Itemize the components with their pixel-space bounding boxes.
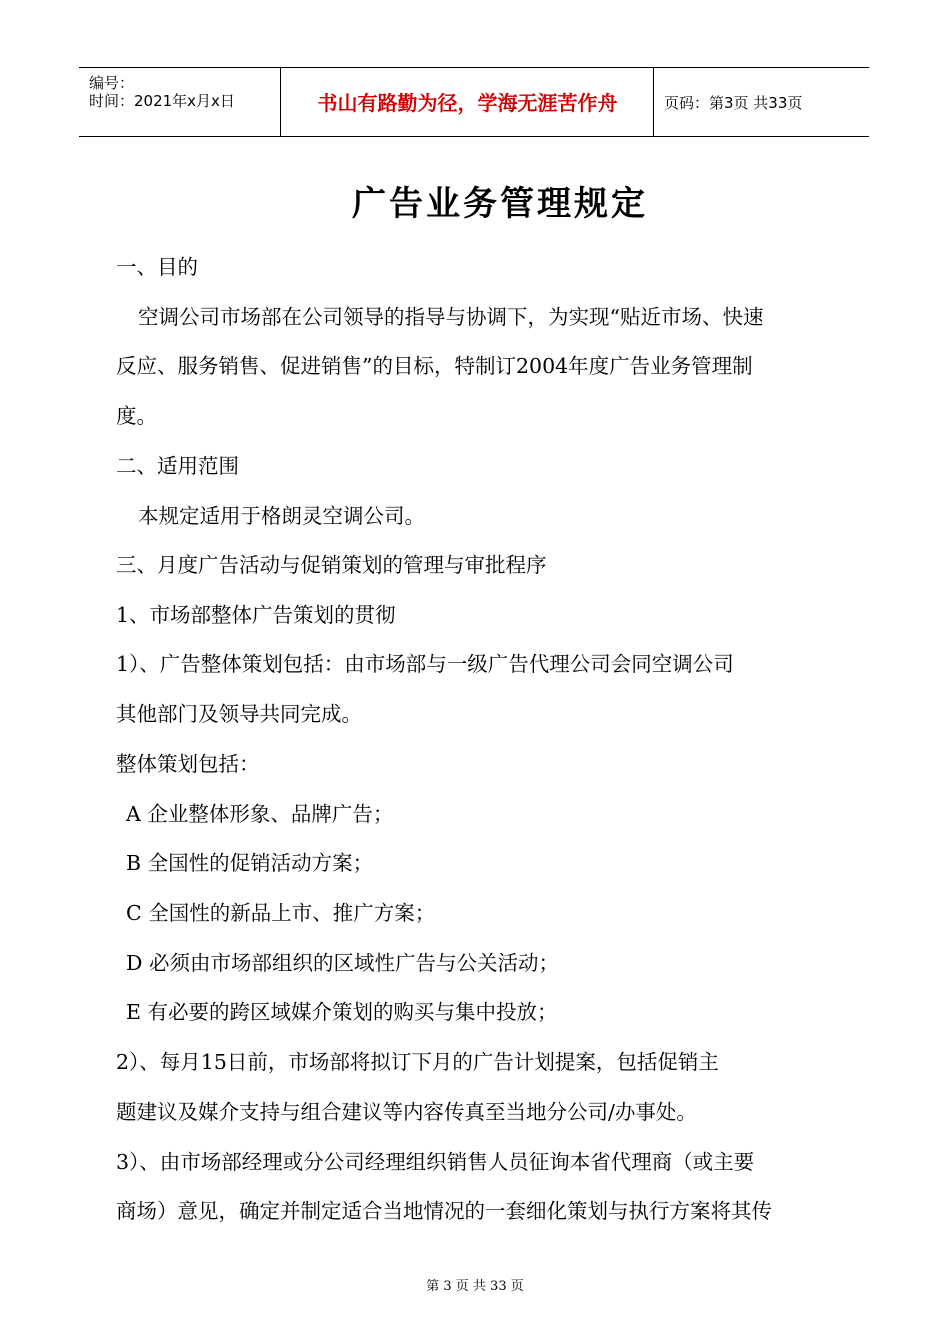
document-number-label: 编号： [89,74,135,92]
paragraph-line: 3）、由市场部经理或分公司经理组织销售人员征询本省代理商（或主要 [116,1150,755,1174]
paragraph-line: 空调公司市场部在公司领导的指导与协调下，为实现“贴近市场、快速 [138,305,764,329]
list-item: B 全国性的促销活动方案； [126,851,374,875]
section-heading-scope: 二、适用范围 [116,454,239,478]
paragraph-line: 其他部门及领导共同完成。 [116,702,362,726]
paragraph-line: 反应、服务销售、促进销售”的目标，特制订2004年度广告业务管理制 [116,354,753,378]
paragraph-line: 1）、广告整体策划包括：由市场部与一级广告代理公司会同空调公司 [116,652,734,676]
header-motto-cell [281,68,654,136]
paragraph-line: 本规定适用于格朗灵空调公司。 [138,504,425,528]
page-footer: 第 3 页 共 33 页 [426,1279,524,1294]
document-time-label: 时间：2021年x月x日 [89,92,235,110]
paragraph-line: 度。 [116,404,157,428]
header-info-cell [79,68,281,136]
list-item: C 全国性的新品上市、推广方案； [126,901,436,925]
list-item: D 必须由市场部组织的区域性广告与公关活动； [126,951,559,975]
paragraph-line: 商场）意见，确定并制定适合当地情况的一套细化策划与执行方案将其传 [116,1199,772,1223]
header-page-info: 页码：第3页 共33页 [664,94,803,112]
list-item: E 有必要的跨区域媒介策划的购买与集中投放； [126,1000,558,1024]
list-item: A 企业整体形象、品牌广告； [126,802,394,826]
paragraph-line: 2）、每月15日前，市场部将拟订下月的广告计划提案，包括促销主 [116,1050,719,1074]
section-heading-procedure: 三、月度广告活动与促销策划的管理与审批程序 [116,553,547,577]
subsection-heading: 1、市场部整体广告策划的贯彻 [116,603,396,627]
paragraph-line: 题建议及媒介支持与组合建议等内容传真至当地分公司/办事处。 [116,1100,697,1124]
header-motto: 书山有路勤为径，学海无涯苦作舟 [317,91,618,115]
page-header [79,67,869,137]
section-heading-purpose: 一、目的 [116,255,198,279]
header-page-cell [654,68,869,136]
paragraph-line: 整体策划包括： [116,752,260,776]
document-title: 广告业务管理规定 [352,184,648,224]
